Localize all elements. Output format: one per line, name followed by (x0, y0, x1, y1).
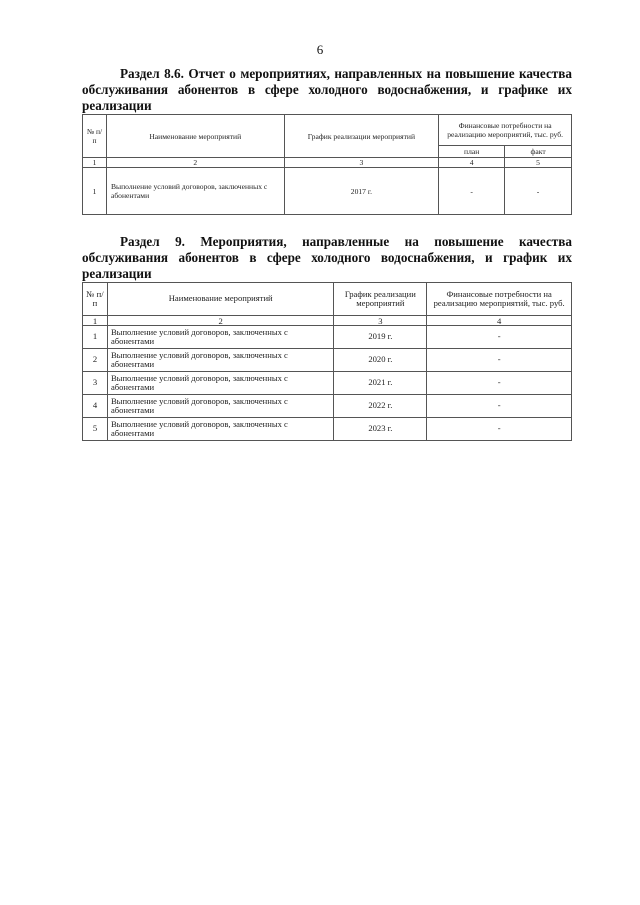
measure-finance: - (427, 349, 572, 372)
table-row (83, 395, 572, 418)
col-header-num: № п/п (83, 283, 108, 316)
col-header-plan: план (439, 146, 505, 158)
section-8-6-heading: Раздел 8.6. Отчет о мероприятиях, направленных на повышение качества обслуживания абонентов в сфере холодного водоснабжения, и графике их реализации (82, 66, 572, 113)
section-9-table (82, 282, 572, 441)
row-number: 1 (83, 168, 107, 215)
col-header-finance: Финансовые потребности на реализацию мероприятий, тыс. руб. (427, 283, 572, 316)
col-header-name: Наименование мероприятий (107, 283, 333, 316)
section-8-6-table (82, 114, 572, 215)
measure-name: Выполнение условий договоров, заключенных с абонентами (107, 418, 333, 441)
column-number: 2 (107, 316, 333, 326)
col-header-num: № п/п (83, 115, 107, 158)
column-number: 3 (284, 158, 439, 168)
finance-fact: - (505, 168, 572, 215)
measure-schedule: 2017 г. (284, 168, 439, 215)
column-number: 1 (83, 158, 107, 168)
measure-finance: - (427, 326, 572, 349)
measure-schedule: 2019 г. (334, 326, 427, 349)
measure-schedule: 2023 г. (334, 418, 427, 441)
row-number: 1 (83, 326, 108, 349)
col-header-fact: факт (505, 146, 572, 158)
column-number: 1 (83, 316, 108, 326)
table-row (83, 326, 572, 349)
measure-name: Выполнение условий договоров, заключенных с абонентами (106, 168, 284, 215)
col-header-schedule: График реализации мероприятий (284, 115, 439, 158)
section-9-heading: Раздел 9. Мероприятия, направленные на повышение качества обслуживания абонентов в сфере холодного водоснабжения, и график их реализации (82, 234, 572, 281)
table-row (83, 168, 572, 215)
column-number: 2 (106, 158, 284, 168)
col-header-name: Наименование мероприятий (106, 115, 284, 158)
col-header-schedule: График реализации мероприятий (334, 283, 427, 316)
measure-name: Выполнение условий договоров, заключенных с абонентами (107, 326, 333, 349)
measure-name: Выполнение условий договоров, заключенных с абонентами (107, 349, 333, 372)
column-numbering-row (83, 158, 572, 168)
measure-name: Выполнение условий договоров, заключенных с абонентами (107, 372, 333, 395)
measure-finance: - (427, 418, 572, 441)
column-number: 5 (505, 158, 572, 168)
finance-plan: - (439, 168, 505, 215)
measure-finance: - (427, 395, 572, 418)
table-row (83, 372, 572, 395)
table-row (83, 418, 572, 441)
measure-schedule: 2020 г. (334, 349, 427, 372)
column-number: 4 (427, 316, 572, 326)
row-number: 3 (83, 372, 108, 395)
row-number: 5 (83, 418, 108, 441)
table-row (83, 349, 572, 372)
page-number: 6 (316, 42, 324, 57)
row-number: 2 (83, 349, 108, 372)
measure-name: Выполнение условий договоров, заключенных с абонентами (107, 395, 333, 418)
col-header-finance: Финансовые потребности на реализацию мероприятий, тыс. руб. (439, 115, 572, 146)
column-number: 3 (334, 316, 427, 326)
measure-schedule: 2021 г. (334, 372, 427, 395)
row-number: 4 (83, 395, 108, 418)
column-numbering-row (83, 316, 572, 326)
measure-finance: - (427, 372, 572, 395)
measure-schedule: 2022 г. (334, 395, 427, 418)
column-number: 4 (439, 158, 505, 168)
